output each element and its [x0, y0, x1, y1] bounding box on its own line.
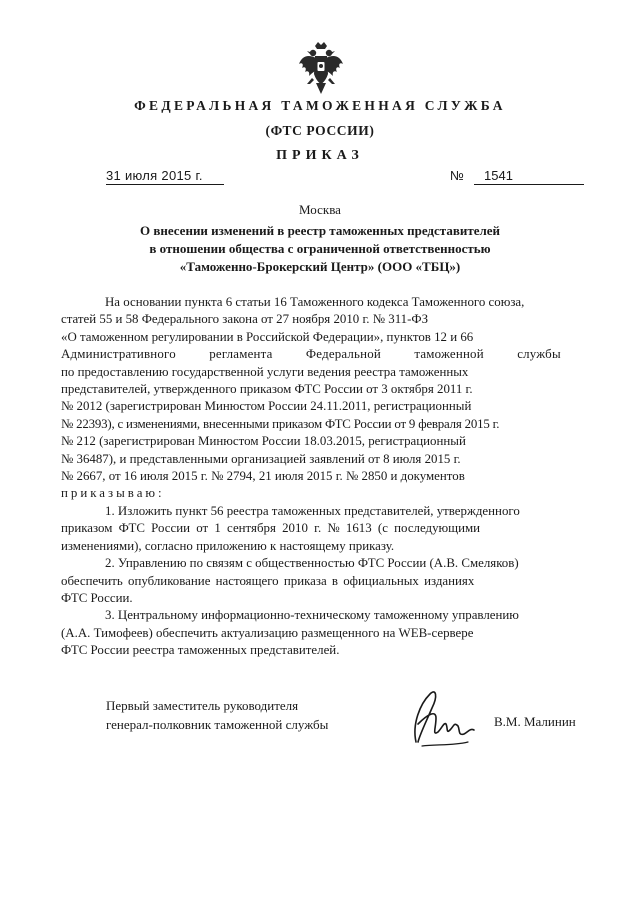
document-date: 31 июля 2015 г. [106, 168, 224, 185]
document-type: ПРИКАЗ [276, 148, 364, 163]
item-line: 2. Управлению по связям с общественностью ФТС России (А.В. Смеляков) [105, 556, 519, 571]
preamble-text: На основании пункта 6 статьи 16 Таможенного кодекса Таможенного союза, [105, 295, 525, 309]
subject-line: «Таможенно-Брокерский Центр» (ООО «ТБЦ») [179, 259, 461, 274]
signer-title-line: генерал-полковник таможенной службы [106, 717, 329, 732]
preamble-line: № 22393), с изменениями, внесенными приказом ФТС России от 9 февраля 2015 г. [61, 416, 500, 431]
preamble-line: «О таможенном регулировании в Российской Федерации», пунктов 12 и 66 [61, 329, 474, 344]
preamble-line: представителей, утвержденного приказом ФТС России от 3 октября 2011 г. [61, 382, 473, 397]
preamble-line: по предоставлению государственной услуги ведения реестра таможенных [61, 364, 469, 379]
preamble-line: № 2667, от 16 июля 2015 г. № 2794, 21 июля 2015 г. № 2850 и документов [61, 469, 465, 484]
number-sign: № [450, 168, 464, 183]
document-subject [90, 222, 550, 276]
item-line: приказом ФТС России от 1 сентября 2010 г. № 1613 (с последующими [61, 521, 481, 536]
subject-line: О внесении изменений в реестр таможенных представителей [139, 223, 501, 238]
preamble-line: Административного регламента Федеральной таможенной службы [61, 347, 561, 362]
document-number [474, 168, 584, 185]
signer-name: В.М. Малинин [494, 714, 576, 729]
signer-title [106, 696, 328, 734]
preamble-line: № 212 (зарегистрирован Минюстом России 18.03.2015, регистрационный [61, 434, 466, 449]
agency-name: ФЕДЕРАЛЬНАЯ ТАМОЖЕННАЯ СЛУЖБА [134, 98, 506, 113]
preamble-line: № 36487), и представленными организацией заявлений от 8 июля 2015 г. [61, 451, 461, 466]
preamble-line [105, 294, 585, 311]
item-line: изменениями), согласно приложению к настоящему приказу. [61, 538, 395, 553]
item-line: 3. Центральному информационно-техническому таможенному управлению [105, 608, 519, 623]
city: Москва [299, 202, 341, 217]
subject-line: в отношении общества с ограниченной ответственностью [149, 241, 491, 256]
preamble-line: статей 55 и 58 Федерального закона от 27 ноября 2010 г. № 311-ФЗ [61, 312, 429, 327]
document-number-value: 1541 [484, 168, 513, 183]
item-line: 1. Изложить пункт 56 реестра таможенных представителей, утвержденного [105, 503, 520, 518]
command-word: приказываю: [61, 486, 165, 501]
handwritten-signature-icon [402, 684, 482, 756]
preamble-line: № 2012 (зарегистрирован Минюстом России 24.11.2011, регистрационный [61, 399, 472, 414]
document-body [61, 294, 585, 660]
agency-short-name: (ФТС РОССИИ) [265, 123, 375, 138]
item-line: ФТС России реестра таможенных представителей. [61, 643, 340, 658]
item-line: (А.А. Тимофеев) обеспечить актуализацию размещенного на WEB-сервере [61, 625, 474, 640]
item-line: ФТС России. [61, 590, 133, 605]
signer-title-line: Первый заместитель руководителя [106, 698, 299, 713]
russian-coat-of-arms-icon [298, 40, 344, 96]
item-line: обеспечить опубликование настоящего приказа в официальных изданиях [61, 573, 475, 588]
